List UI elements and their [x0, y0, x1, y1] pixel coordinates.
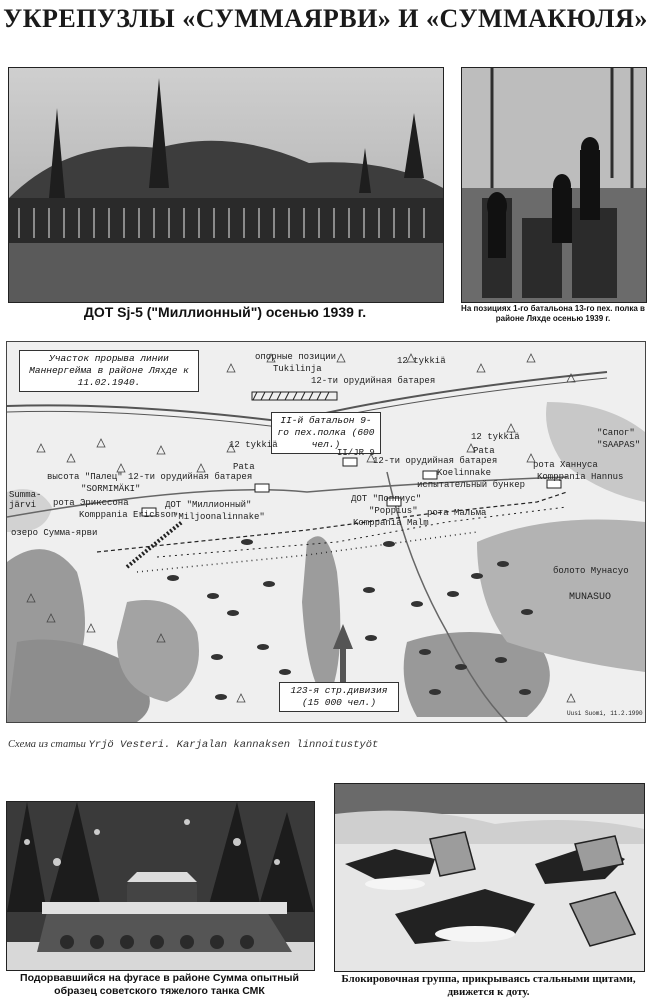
caption-top-right: На позициях 1-го батальона 13-го пех. полка в районе Ляхде осенью 1939 г. [461, 304, 645, 323]
map-label-koelinnake: Koelinnake [437, 468, 492, 478]
map-battalion-box: II-й батальон 9-го пех.полка (600 чел.) [271, 412, 381, 454]
map-label-company-hannus: рота Ханнуса [533, 460, 598, 470]
map-label-height-palets: высота "Палец" 12-ти орудийная батарея [47, 472, 253, 482]
map-label-boloto: болото Мунасуо [553, 566, 629, 576]
map-label-tukilinja: Tukilinja [273, 364, 322, 374]
map-label-tykkia-left: 12 tykkiä [229, 440, 278, 450]
map-label-sapog: "Сапог" [597, 428, 635, 438]
caption-bottom-left: Подорвавшийся на фугасе в районе Сумма опытный образец советского тяжелого танка СМК [20, 972, 299, 997]
photo-trench-soldiers [461, 67, 647, 303]
map-label-support-positions: опорные позиции [255, 352, 337, 362]
page-title: УКРЕПУЗЛЫ «СУММАЯРВИ» И «СУММАКЮЛЯ» [3, 4, 648, 33]
map-credit-prefix: Схема из статьи [8, 739, 89, 750]
photo-blocking-group [334, 783, 645, 972]
photo-trench-soldiers-image [462, 68, 646, 302]
map-label-company-malm: рота Мальма [427, 508, 487, 518]
battle-map [6, 341, 646, 723]
map-label-kompania-hannus: Komppania Hannus [537, 472, 624, 482]
map-division-box: 123-я стр.дивизия (15 000 чел.) [279, 682, 399, 712]
map-label-pata-left: Pata [233, 462, 255, 472]
map-label-pata-right: Pata [473, 446, 495, 456]
map-credit-source: Yrjö Vesteri. Karjalan kannaksen linnoitustyöt [88, 739, 379, 751]
photo-blocking-group-image [335, 784, 644, 971]
map-label-miljoonalinnake: "Miljoonalinnake" [173, 512, 265, 522]
photo-dot-sj5 [8, 67, 444, 303]
caption-bottom-right: Блокировочная группа, прикрываясь стальными щитами, движется к доту. [341, 973, 636, 998]
map-label-dot-poppius: ДОТ "Поппиус" [351, 494, 422, 504]
map-label-company-erikson: рота Эрикссона [53, 498, 129, 508]
map-label-sormimaki: "SORMIMÄKI" [81, 484, 141, 494]
battle-map-drawing [7, 342, 645, 722]
map-label-tykkia-right: 12 tykkiä [471, 432, 520, 442]
map-label-lake-summa: озеро Сумма-ярви [11, 528, 98, 538]
map-label-kompania-ericsson: Komppania Ericsson [79, 510, 177, 520]
map-label-saapas: "SAAPAS" [597, 440, 641, 450]
photo-smk-tank-image [7, 802, 314, 970]
map-header-box: Участок прорыва линии Маннергейма в районе Ляхде к 11.02.1940. [19, 350, 199, 392]
map-credit [8, 739, 378, 751]
map-label-test-bunker: испытательный бункер [417, 480, 526, 490]
map-label-summajarvi: Summa-järvi [9, 490, 42, 510]
photo-dot-sj5-image [9, 68, 443, 302]
map-label-ijr9: II/JR 9 [337, 448, 375, 458]
map-label-battery-right: 12-ти орудийная батарея [373, 456, 498, 466]
map-label-kompania-malm: Komppania Malm [353, 518, 429, 528]
map-label-munasuo: MUNASUO [569, 592, 612, 603]
map-label-source-corner: Uusi Suomi, 11.2.1990 [567, 710, 643, 717]
photo-smk-tank [6, 801, 315, 971]
map-label-dot-million: ДОТ "Миллионный" [165, 500, 252, 510]
map-label-poppius: "Poppius" [369, 506, 418, 516]
map-label-battery-top: 12-ти орудийная батарея [311, 376, 436, 386]
caption-top-left: ДОТ Sj-5 ("Миллионный") осенью 1939 г. [83, 304, 367, 320]
map-label-tykkia-top: 12 tykkiä [397, 356, 446, 366]
